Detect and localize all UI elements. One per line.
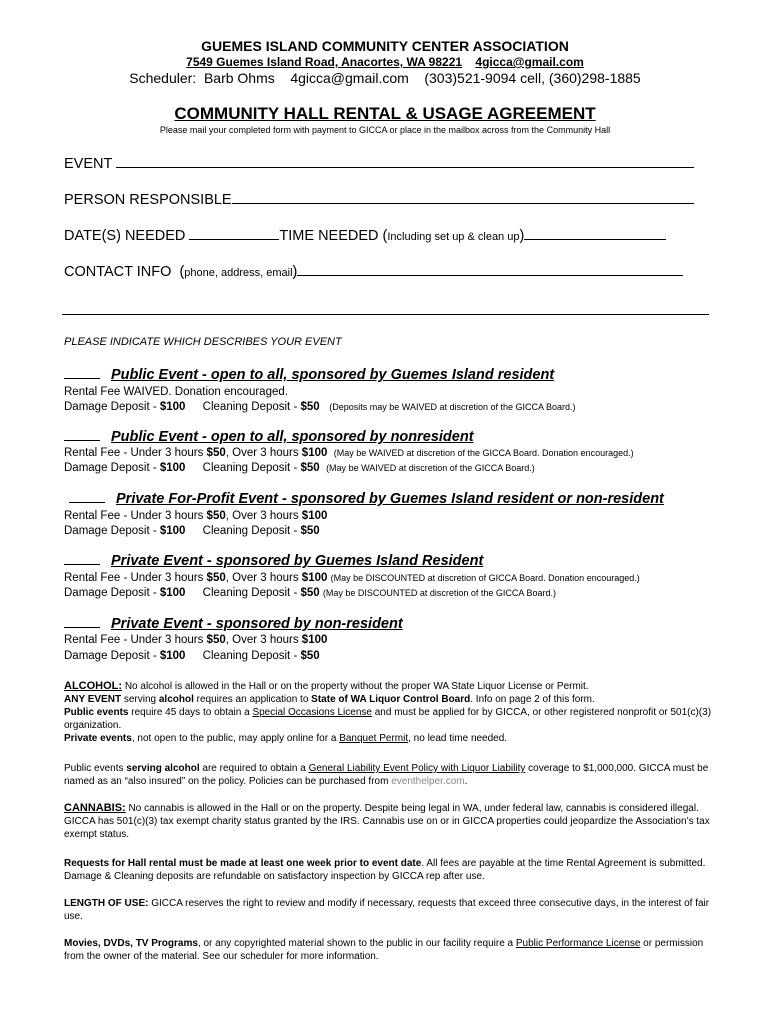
alcohol-text: . Info on page 2 of this form.	[470, 694, 595, 705]
option-title: Private Event - sponsored by non-resident	[111, 616, 403, 632]
option-title: Private For-Profit Event - sponsored by Guemes Island resident or non-resident	[116, 491, 664, 507]
contact-label: CONTACT INFO (	[64, 264, 185, 280]
fee-note: (May be DISCOUNTED at discretion of GICCA Board. Donation encouraged.)	[330, 573, 640, 583]
option-checkbox-line[interactable]	[69, 502, 105, 503]
damage-deposit-amount: $100	[159, 525, 186, 537]
alcohol-text: require 45 days to obtain a	[128, 707, 253, 718]
damage-deposit-label: Damage Deposit -	[64, 525, 160, 537]
alcohol-section	[64, 680, 712, 745]
cleaning-deposit-amount: $50	[300, 650, 320, 662]
rental-fee-label: Rental Fee - Under 3 hours	[64, 572, 207, 584]
option-line-1: Rental Fee WAIVED. Donation encouraged.	[64, 386, 288, 398]
option-public-nonresident	[64, 429, 474, 445]
time-close: )	[519, 228, 525, 244]
movies-text: , or any copyrighted material shown to the public in our facility require a	[197, 938, 516, 949]
cannabis-label: CANNABIS:	[64, 802, 126, 814]
page-title: COMMUNITY HALL RENTAL & USAGE AGREEMENT	[174, 104, 596, 123]
time-label: TIME NEEDED (	[279, 228, 388, 244]
movies-section	[64, 937, 712, 963]
dates-input-line[interactable]	[189, 225, 279, 240]
damage-deposit-label: Damage Deposit -	[64, 650, 160, 662]
event-field	[64, 153, 694, 172]
option-private-for-profit	[69, 491, 664, 507]
contact-field	[64, 261, 683, 280]
cleaning-deposit-label: Cleaning Deposit -	[202, 650, 301, 662]
requests-section	[64, 857, 712, 883]
option-line-2	[64, 401, 576, 413]
rental-fee-over-label: , Over 3 hours	[225, 572, 302, 584]
rental-fee-under: $50	[206, 447, 226, 459]
cleaning-deposit-label: Cleaning Deposit -	[202, 462, 301, 474]
option-checkbox-line[interactable]	[64, 627, 100, 628]
contact-note: phone, address, email	[184, 267, 293, 279]
rental-fee-under: $50	[206, 510, 226, 522]
public-events-label: Public events	[64, 707, 129, 718]
option-line-2	[64, 462, 535, 474]
rental-fee-over-label: , Over 3 hours	[225, 510, 302, 522]
cannabis-section	[64, 802, 712, 841]
option-line-1	[64, 634, 327, 646]
dates-time-field	[64, 225, 666, 244]
serving-alcohol: serving alcohol	[126, 763, 200, 774]
damage-deposit-amount: $100	[159, 650, 186, 662]
event-input-line[interactable]	[116, 153, 694, 168]
rental-fee-over: $100	[301, 634, 328, 646]
contact-input-line[interactable]	[297, 261, 683, 276]
cleaning-deposit-label: Cleaning Deposit -	[202, 587, 301, 599]
damage-deposit-amount: $100	[159, 462, 186, 474]
person-input-line[interactable]	[232, 189, 694, 204]
event-label: EVENT	[64, 156, 117, 172]
liability-text: are required to obtain a	[199, 763, 309, 774]
time-note: Including set up & clean up	[387, 231, 520, 243]
option-title: Private Event - sponsored by Guemes Island Resident	[111, 553, 484, 569]
movies-label: Movies, DVDs, TV Programs	[64, 938, 198, 949]
rental-fee-over-label: , Over 3 hours	[225, 447, 302, 459]
length-label: LENGTH OF USE:	[64, 898, 149, 909]
option-title: Public Event - open to all, sponsored by nonresident	[111, 429, 474, 445]
alcohol-text: , no lead time needed.	[408, 733, 508, 744]
alcohol-text: No alcohol is allowed in the Hall or on the property without the proper WA State Liquor License or Permit.	[122, 681, 589, 692]
alcohol-word: alcohol	[158, 694, 194, 705]
liability-section	[64, 762, 712, 788]
scheduler-contact: Scheduler: Barb Ohms 4gicca@gmail.com (303)521-9094 cell, (360)298-1885	[129, 70, 641, 86]
cleaning-deposit-label: Cleaning Deposit -	[202, 525, 301, 537]
org-address: 7549 Guemes Island Road, Anacortes, WA 98221	[186, 55, 463, 69]
contact-close: )	[292, 264, 298, 280]
time-input-line[interactable]	[524, 225, 666, 240]
fee-note: (May be WAIVED at discretion of the GICCA Board. Donation encouraged.)	[333, 448, 634, 458]
rental-fee-over: $100	[301, 572, 328, 584]
contact-extra-line[interactable]	[62, 314, 709, 315]
requests-text: . All fees are payable at the time Rental Agreement is submitted. Damage & Cleaning deposits are refundable on satisfactory inspection by GICCA rep after use.	[64, 858, 706, 882]
special-occasions-link[interactable]: Special Occasions License	[252, 707, 372, 718]
option-checkbox-line[interactable]	[64, 378, 100, 379]
damage-deposit-amount: $100	[159, 401, 186, 413]
requests-deadline: Requests for Hall rental must be made at least one week prior to event date	[64, 858, 422, 869]
deposit-note: (Deposits may be WAIVED at discretion of the GICCA Board.)	[329, 402, 576, 412]
option-title: Public Event - open to all, sponsored by Guemes Island resident	[111, 367, 555, 383]
deposit-note: (May be DISCOUNTED at discretion of the GICCA Board.)	[322, 588, 556, 598]
cleaning-deposit-amount: $50	[300, 525, 320, 537]
rental-fee-label: Rental Fee - Under 3 hours	[64, 634, 207, 646]
deposit-note: (May be WAIVED at discretion of the GICCA Board.)	[326, 463, 535, 473]
alcohol-text: serving	[121, 694, 159, 705]
liability-policy-link[interactable]: General Liability Event Policy with Liquor Liability	[308, 763, 526, 774]
rental-fee-over: $100	[301, 447, 328, 459]
cleaning-deposit-amount: $50	[300, 401, 320, 413]
option-line-2	[64, 650, 320, 662]
mail-instructions: Please mail your completed form with payment to GICCA or place in the mailbox across from the Community Hall	[159, 125, 611, 135]
length-text: GICCA reserves the right to review and modify if necessary, requests that exceed three consecutive days, in the interest of fair use.	[64, 898, 710, 922]
damage-deposit-amount: $100	[159, 587, 186, 599]
damage-deposit-label: Damage Deposit -	[64, 587, 160, 599]
alcohol-text: requires an application to	[193, 694, 312, 705]
option-line-1	[64, 510, 327, 522]
eventhelper-link[interactable]: eventhelper.com	[391, 776, 465, 787]
person-label: PERSON RESPONSIBLE	[64, 192, 232, 208]
person-field	[64, 189, 694, 208]
dates-label: DATE(S) NEEDED	[64, 228, 190, 244]
option-private-resident	[64, 553, 483, 569]
org-address-line	[0, 55, 770, 69]
movies-text: or permission from the owner of the material. See our scheduler for more information.	[64, 938, 704, 962]
damage-deposit-label: Damage Deposit -	[64, 401, 160, 413]
rental-fee-over: $100	[301, 510, 328, 522]
cannabis-text: No cannabis is allowed in the Hall or on the property. Despite being legal in WA, under federal law, cannabis is considered illegal. GICCA has 501(c)(3) tax exempt charity status granted by the IRS. Cannabis use on or in GICCA properties could jeopardize the Association’s tax exempt status.	[64, 803, 710, 840]
rental-fee-over-label: , Over 3 hours	[225, 634, 302, 646]
liquor-board: State of WA Liquor Control Board	[311, 694, 471, 705]
any-event-label: ANY EVENT	[64, 694, 122, 705]
option-line-2	[64, 525, 320, 537]
damage-deposit-label: Damage Deposit -	[64, 462, 160, 474]
liability-text: .	[464, 776, 468, 787]
rental-fee-label: Rental Fee - Under 3 hours	[64, 510, 207, 522]
liability-text: coverage to $1,000,000. GICCA must be named as an “also insured” on the policy. Policies can be purchased from	[64, 763, 709, 787]
option-line-2	[64, 587, 556, 599]
option-public-resident	[64, 367, 554, 383]
alcohol-text: and must be applied for by GICCA, or other registered nonprofit or 501(c)(3) organization.	[64, 707, 712, 731]
rental-fee-label: Rental Fee - Under 3 hours	[64, 447, 207, 459]
org-email[interactable]: 4gicca@gmail.com	[475, 55, 584, 69]
alcohol-text: , not open to the public, may apply online for a	[131, 733, 340, 744]
option-checkbox-line[interactable]	[64, 564, 100, 565]
rental-fee-under: $50	[206, 572, 226, 584]
option-private-nonresident	[64, 616, 403, 632]
liability-text: Public events	[64, 763, 127, 774]
cleaning-deposit-label: Cleaning Deposit -	[202, 401, 301, 413]
length-section	[64, 897, 712, 923]
option-line-1	[64, 447, 634, 459]
banquet-permit-link[interactable]: Banquet Permit	[339, 733, 409, 744]
alcohol-label: ALCOHOL:	[64, 680, 123, 692]
public-performance-link[interactable]: Public Performance License	[515, 938, 641, 949]
cleaning-deposit-amount: $50	[300, 462, 320, 474]
cleaning-deposit-amount: $50	[300, 587, 320, 599]
private-events-label: Private events	[64, 733, 132, 744]
org-name: GUEMES ISLAND COMMUNITY CENTER ASSOCIATION	[201, 38, 569, 54]
option-line-1	[64, 572, 640, 584]
indicate-heading: PLEASE INDICATE WHICH DESCRIBES YOUR EVENT	[64, 336, 342, 348]
option-checkbox-line[interactable]	[64, 440, 100, 441]
rental-fee-under: $50	[206, 634, 226, 646]
